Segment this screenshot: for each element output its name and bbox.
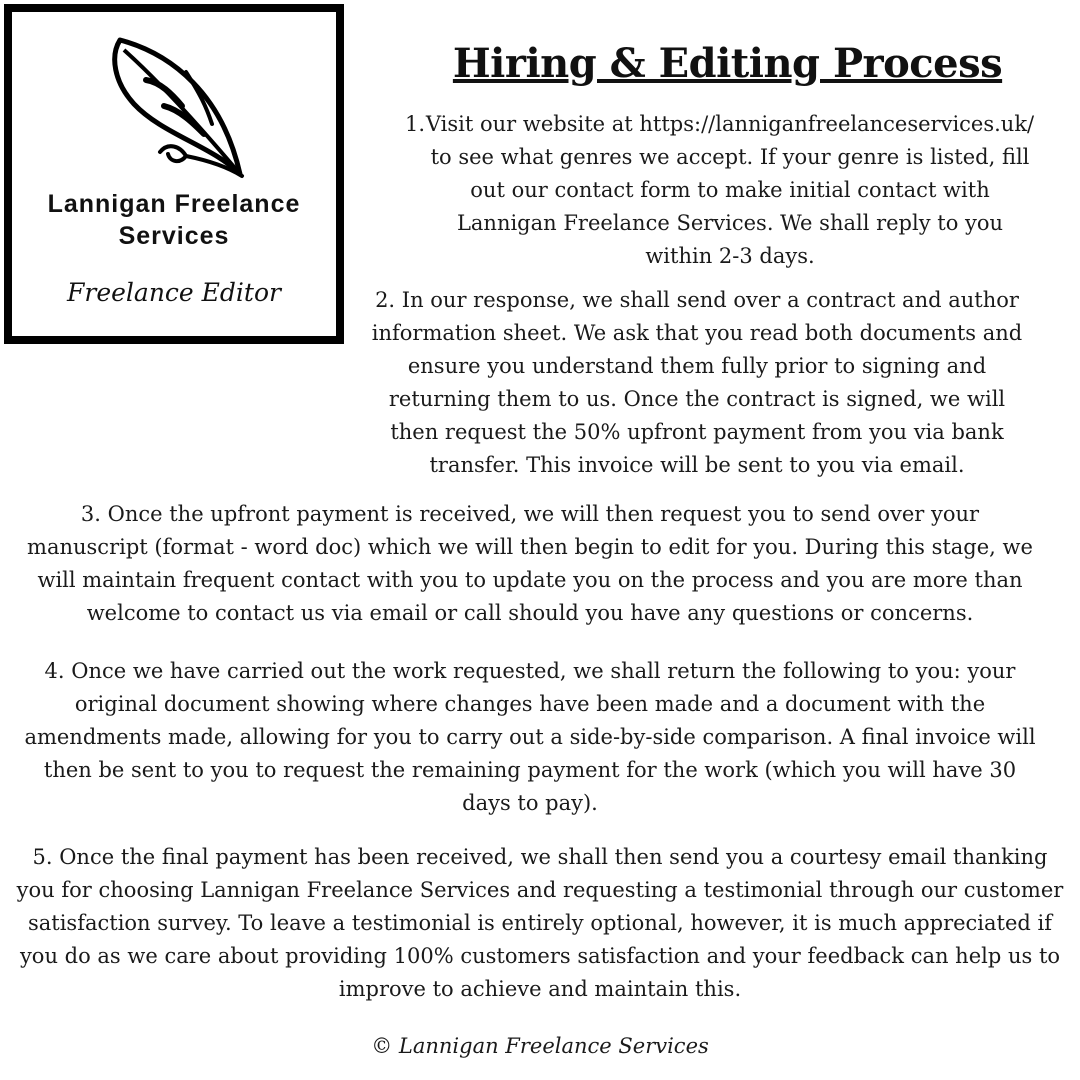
copyright-footer: © Lannigan Freelance Services [371,1034,709,1058]
step-2-text: 2. In our response, we shall send over a contract and author information sheet. We ask that you read both documents and ensure you understand them fully prior to signing and returning them to us. Once the contract is signed, we will then request the 50% upfront payment from you via bank transfer. This invoice will be sent to you via email. [371,288,1023,477]
page-title: Hiring & Editing Process [452,40,1003,87]
step-3-text: 3. Once the upfront payment is received, we will then request you to send over your manuscript (format - word doc) which we will then begin to edit for you. During this stage, we will maintain frequent contact with you to update you on the process and you are more than welcome to contact us via email or call should you have any questions or concerns. [27,502,1033,625]
logo-box [4,4,344,344]
step-5-text: 5. Once the final payment has been received, we shall then send you a courtesy email thanking you for choosing Lannigan Freelance Services and requesting a testimonial through our customer satisfaction survey. To leave a testimonial is entirely optional, however, it is much appreciated if you do as we care about providing 100% customers satisfaction and your feedback can help us to improve to achieve and maintain this. [16,845,1064,1001]
step-1-number: 1. [405,112,426,136]
brand-name-line2: Services [118,222,230,250]
step-4-text: 4. Once we have carried out the work requested, we shall return the following to you: your original document showing where changes have been made and a document with the amendments made, allowing for you to carry out a side-by-side comparison. A final invoice will then be sent to you to request the remaining payment for the work (which you will have 30 days to pay). [24,659,1036,815]
brand-subtitle: Freelance Editor [67,278,281,307]
step-1-text: Visit our website at https://lanniganfreelanceservices.uk/ to see what genres we accept. If your genre is listed, fill out our contact form to make initial contact with Lannigan Freelance Services. We shall reply to you within 2-3 days. [425,112,1035,268]
feather-quill-icon [102,34,252,184]
step-1 [385,108,1080,273]
brand-name-line1: Lannigan Freelance [47,190,301,218]
